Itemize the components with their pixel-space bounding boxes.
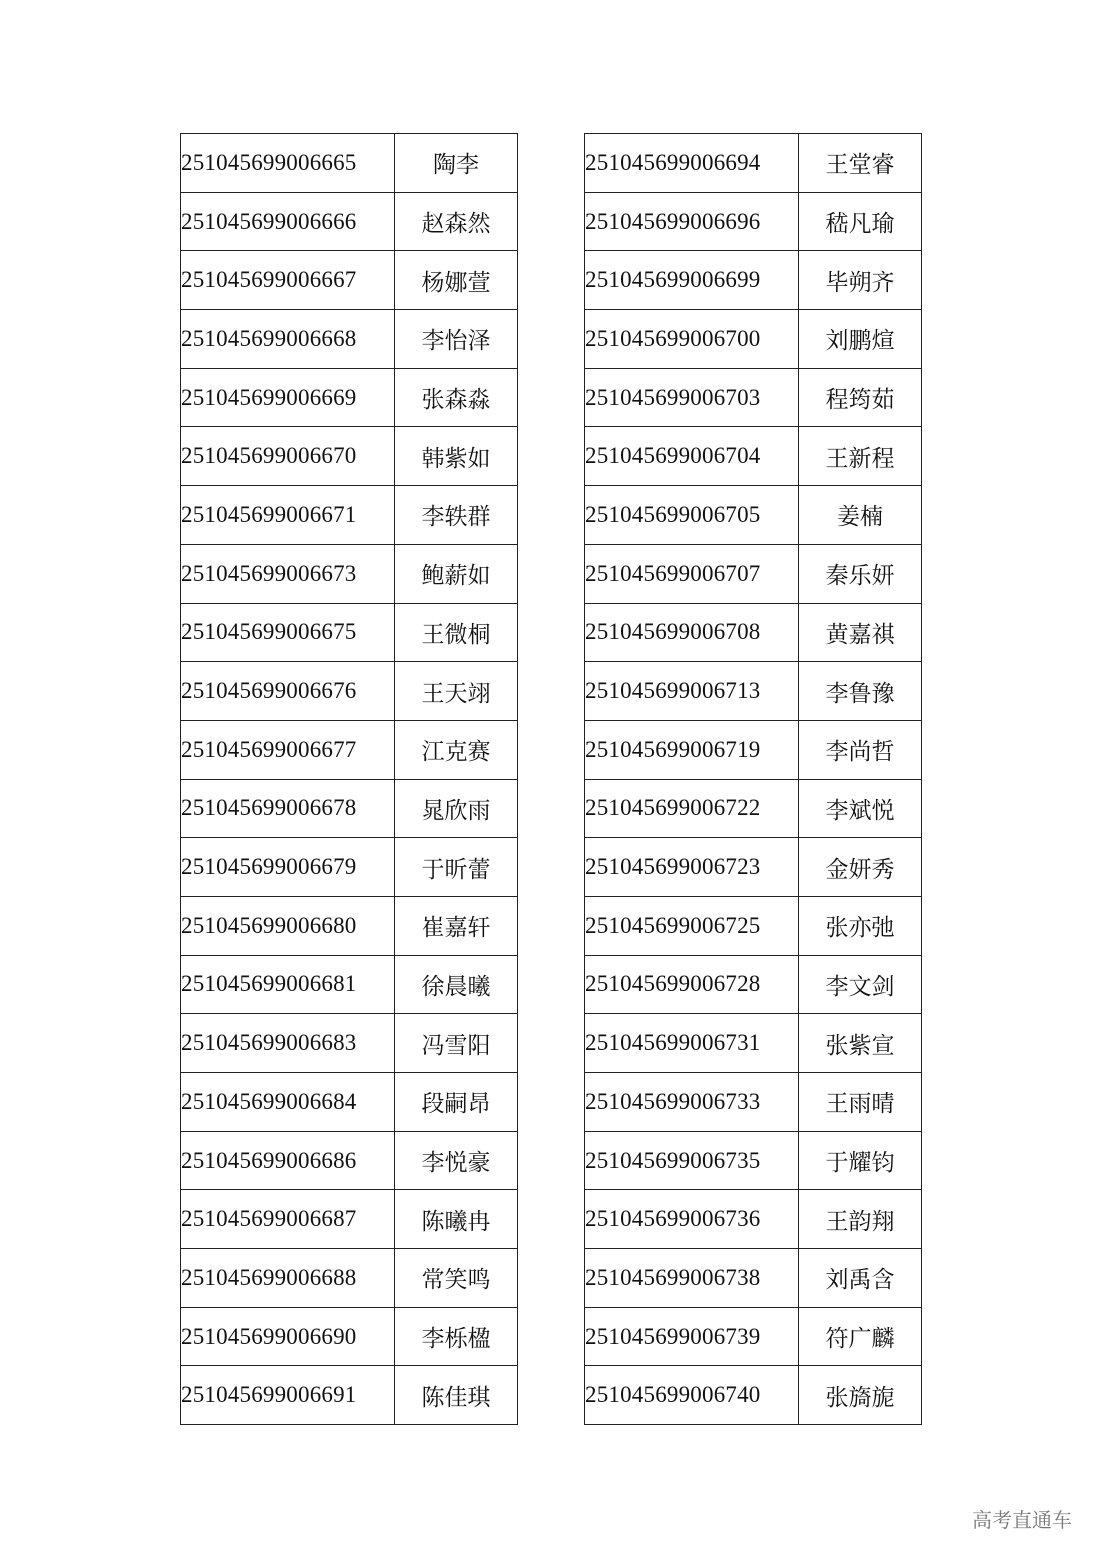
table-row (585, 1131, 922, 1190)
exam-id-cell: 251045699006677 (181, 720, 395, 779)
student-name-cell: 李怡泽 (395, 310, 518, 369)
exam-id-cell: 251045699006683 (181, 1014, 395, 1073)
table-row (585, 1014, 922, 1073)
student-name-cell: 姜楠 (799, 486, 922, 545)
table-row (181, 603, 518, 662)
table-row (585, 720, 922, 779)
student-name-cell: 张旖旎 (799, 1366, 922, 1425)
table-row (181, 310, 518, 369)
exam-id-cell: 251045699006739 (585, 1307, 799, 1366)
table-row (585, 1249, 922, 1308)
student-name-cell: 鲍薪如 (395, 544, 518, 603)
student-name-cell: 于昕蕾 (395, 838, 518, 897)
exam-id-cell: 251045699006678 (181, 779, 395, 838)
table-row (181, 544, 518, 603)
student-name-cell: 王韵翔 (799, 1190, 922, 1249)
table-row (585, 251, 922, 310)
table-row (181, 192, 518, 251)
student-name-cell: 李轶群 (395, 486, 518, 545)
student-name-cell: 陈佳琪 (395, 1366, 518, 1425)
exam-id-cell: 251045699006723 (585, 838, 799, 897)
student-name-cell: 崔嘉轩 (395, 896, 518, 955)
exam-id-cell: 251045699006694 (585, 134, 799, 193)
student-name-cell: 毕朔齐 (799, 251, 922, 310)
exam-id-cell: 251045699006703 (585, 368, 799, 427)
exam-id-cell: 251045699006738 (585, 1249, 799, 1308)
exam-id-cell: 251045699006680 (181, 896, 395, 955)
exam-id-cell: 251045699006719 (585, 720, 799, 779)
roster-table-left-body (181, 134, 518, 1425)
table-row (181, 1131, 518, 1190)
table-row (585, 779, 922, 838)
table-row (181, 896, 518, 955)
roster-table-left (180, 133, 518, 1425)
student-name-cell: 徐晨曦 (395, 955, 518, 1014)
student-name-cell: 刘鹏煊 (799, 310, 922, 369)
table-row (585, 662, 922, 721)
table-row (585, 1190, 922, 1249)
student-name-cell: 陈曦冉 (395, 1190, 518, 1249)
student-name-cell: 金妍秀 (799, 838, 922, 897)
table-row (585, 955, 922, 1014)
student-name-cell: 陶李 (395, 134, 518, 193)
exam-id-cell: 251045699006690 (181, 1307, 395, 1366)
exam-id-cell: 251045699006722 (585, 779, 799, 838)
student-name-cell: 冯雪阳 (395, 1014, 518, 1073)
exam-id-cell: 251045699006668 (181, 310, 395, 369)
exam-id-cell: 251045699006704 (585, 427, 799, 486)
student-name-cell: 王新程 (799, 427, 922, 486)
table-row (585, 1366, 922, 1425)
exam-id-cell: 251045699006736 (585, 1190, 799, 1249)
exam-id-cell: 251045699006687 (181, 1190, 395, 1249)
table-row (585, 838, 922, 897)
student-name-cell: 李鲁豫 (799, 662, 922, 721)
exam-id-cell: 251045699006676 (181, 662, 395, 721)
table-row (585, 603, 922, 662)
table-row (181, 1307, 518, 1366)
student-name-cell: 韩紫如 (395, 427, 518, 486)
table-row (181, 427, 518, 486)
exam-id-cell: 251045699006681 (181, 955, 395, 1014)
student-name-cell: 晁欣雨 (395, 779, 518, 838)
table-row (181, 720, 518, 779)
student-name-cell: 李文剑 (799, 955, 922, 1014)
student-name-cell: 杨娜萱 (395, 251, 518, 310)
table-row (181, 1249, 518, 1308)
student-name-cell: 黄嘉祺 (799, 603, 922, 662)
roster-table-right-body (585, 134, 922, 1425)
student-name-cell: 于耀钧 (799, 1131, 922, 1190)
table-row (585, 896, 922, 955)
exam-id-cell: 251045699006665 (181, 134, 395, 193)
table-row (181, 251, 518, 310)
exam-id-cell: 251045699006705 (585, 486, 799, 545)
student-name-cell: 王微桐 (395, 603, 518, 662)
exam-id-cell: 251045699006669 (181, 368, 395, 427)
student-name-cell: 刘禹含 (799, 1249, 922, 1308)
student-name-cell: 李悦豪 (395, 1131, 518, 1190)
table-row (181, 662, 518, 721)
student-name-cell: 段嗣昂 (395, 1073, 518, 1132)
student-name-cell: 嵇凡瑜 (799, 192, 922, 251)
exam-id-cell: 251045699006707 (585, 544, 799, 603)
exam-id-cell: 251045699006666 (181, 192, 395, 251)
exam-id-cell: 251045699006731 (585, 1014, 799, 1073)
table-row (181, 1190, 518, 1249)
exam-id-cell: 251045699006691 (181, 1366, 395, 1425)
student-name-cell: 李斌悦 (799, 779, 922, 838)
table-row (585, 1307, 922, 1366)
student-name-cell: 张森淼 (395, 368, 518, 427)
table-row (585, 427, 922, 486)
table-row (585, 310, 922, 369)
watermark: 高考直通车 (972, 1508, 1072, 1532)
table-row (181, 838, 518, 897)
table-row (181, 134, 518, 193)
exam-id-cell: 251045699006688 (181, 1249, 395, 1308)
exam-id-cell: 251045699006708 (585, 603, 799, 662)
student-name-cell: 李尚哲 (799, 720, 922, 779)
table-row (585, 134, 922, 193)
exam-id-cell: 251045699006696 (585, 192, 799, 251)
student-name-cell: 秦乐妍 (799, 544, 922, 603)
exam-id-cell: 251045699006679 (181, 838, 395, 897)
exam-id-cell: 251045699006733 (585, 1073, 799, 1132)
exam-id-cell: 251045699006700 (585, 310, 799, 369)
table-row (585, 1073, 922, 1132)
table-row (181, 1366, 518, 1425)
student-name-cell: 程筠茹 (799, 368, 922, 427)
exam-id-cell: 251045699006725 (585, 896, 799, 955)
exam-id-cell: 251045699006713 (585, 662, 799, 721)
table-row (585, 544, 922, 603)
student-name-cell: 张亦弛 (799, 896, 922, 955)
table-row (181, 486, 518, 545)
table-row (181, 1014, 518, 1073)
exam-id-cell: 251045699006670 (181, 427, 395, 486)
exam-id-cell: 251045699006686 (181, 1131, 395, 1190)
table-row (181, 1073, 518, 1132)
roster-table-right (584, 133, 922, 1425)
student-name-cell: 赵森然 (395, 192, 518, 251)
exam-id-cell: 251045699006684 (181, 1073, 395, 1132)
table-row (585, 192, 922, 251)
exam-id-cell: 251045699006740 (585, 1366, 799, 1425)
exam-id-cell: 251045699006671 (181, 486, 395, 545)
student-name-cell: 张紫宣 (799, 1014, 922, 1073)
table-row (181, 779, 518, 838)
exam-id-cell: 251045699006675 (181, 603, 395, 662)
table-row (181, 368, 518, 427)
exam-id-cell: 251045699006735 (585, 1131, 799, 1190)
table-row (585, 486, 922, 545)
student-name-cell: 王堂睿 (799, 134, 922, 193)
student-name-cell: 王天翊 (395, 662, 518, 721)
table-row (585, 368, 922, 427)
student-name-cell: 符广麟 (799, 1307, 922, 1366)
student-name-cell: 江克赛 (395, 720, 518, 779)
student-name-cell: 李栎楹 (395, 1307, 518, 1366)
exam-id-cell: 251045699006667 (181, 251, 395, 310)
student-name-cell: 常笑鸣 (395, 1249, 518, 1308)
exam-id-cell: 251045699006728 (585, 955, 799, 1014)
exam-id-cell: 251045699006673 (181, 544, 395, 603)
student-name-cell: 王雨晴 (799, 1073, 922, 1132)
exam-id-cell: 251045699006699 (585, 251, 799, 310)
table-row (181, 955, 518, 1014)
